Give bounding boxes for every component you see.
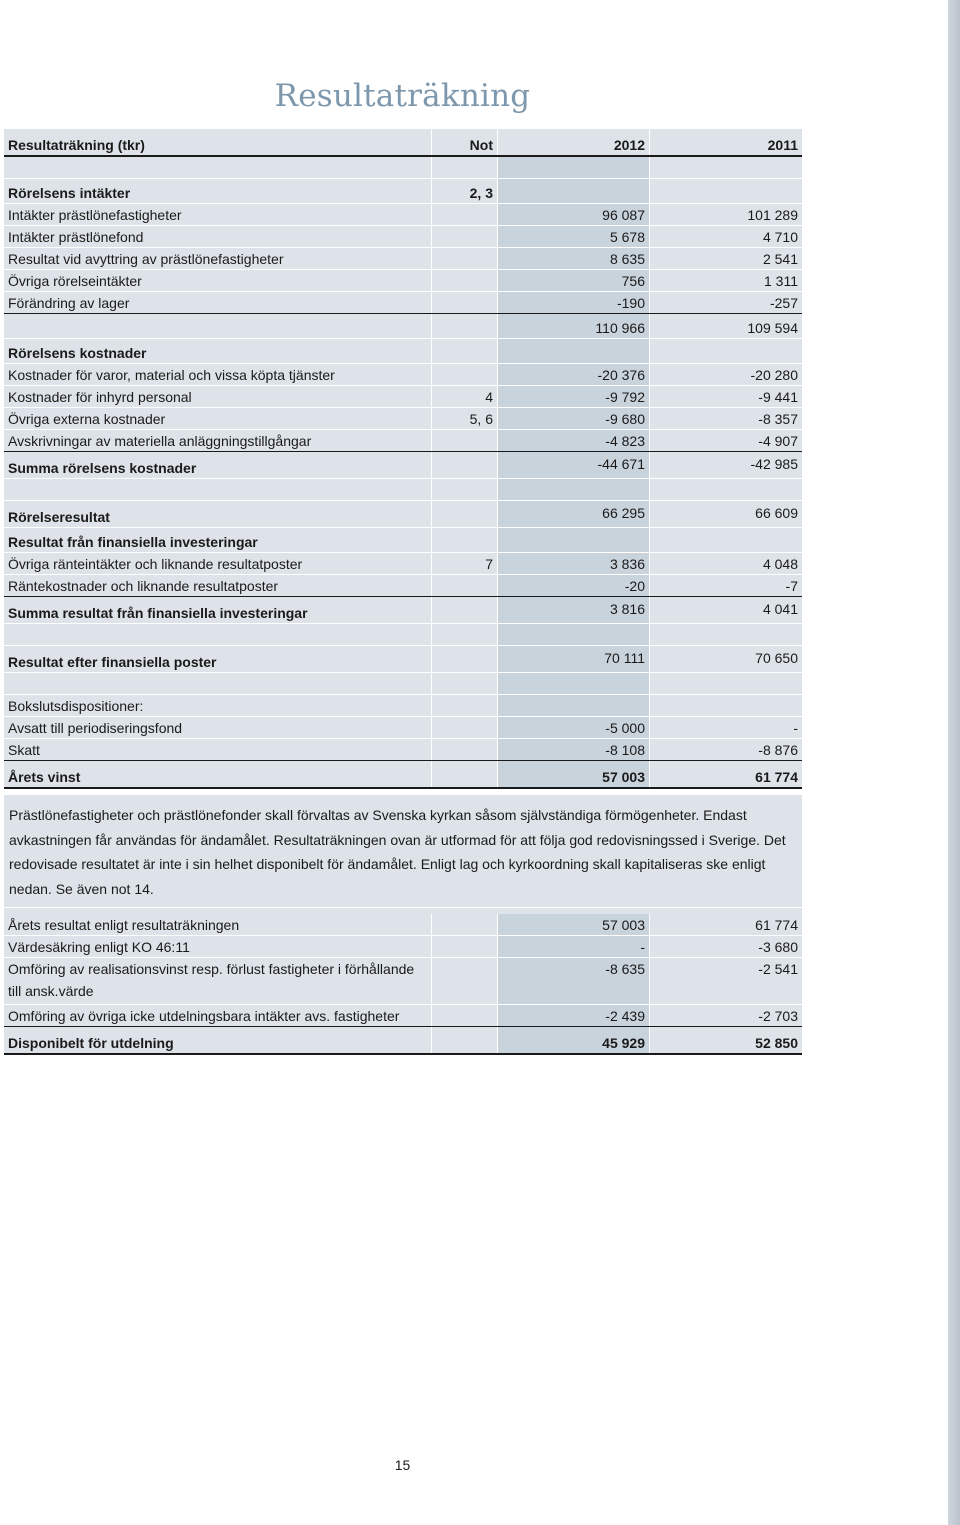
row-label: Övriga externa kostnader [4, 408, 432, 429]
row-label: Årets resultat enligt resultaträkningen [4, 914, 432, 935]
total-row [4, 1027, 802, 1055]
row-y2: 4 710 [762, 229, 798, 245]
row-y1: 5 678 [498, 226, 650, 247]
row-not [432, 761, 498, 787]
table-row [4, 553, 802, 575]
spacer-row [4, 624, 802, 646]
row-label: Räntekostnader och liknande resultatposter [4, 575, 432, 596]
table-row [4, 364, 802, 386]
row-label: Bokslutsdispositioner: [4, 695, 432, 716]
summary-row [4, 501, 802, 528]
row-y1: -2 439 [498, 1005, 650, 1026]
table-row [4, 248, 802, 270]
row-y2 [650, 339, 802, 363]
table-row [4, 958, 802, 1005]
table-row [4, 575, 802, 597]
row-not [432, 575, 498, 596]
table-row [4, 270, 802, 292]
row-y2: 52 850 [755, 1035, 798, 1051]
spacer-row [4, 479, 802, 501]
row-not [432, 695, 498, 716]
row-label: Intäkter prästlönefastigheter [4, 204, 432, 225]
row-y2: 61 774 [755, 917, 798, 933]
row-not [432, 339, 498, 363]
row-y2: 4 048 [762, 556, 798, 572]
row-label: Kostnader för varor, material och vissa köpta tjänster [4, 364, 432, 385]
row-y2: - [793, 720, 798, 736]
row-not [432, 501, 498, 527]
row-label: Resultat efter finansiella poster [4, 646, 432, 672]
row-y2: -9 441 [758, 389, 798, 405]
row-label: Avskrivningar av materiella anläggningstillgångar [4, 430, 432, 451]
table-row [4, 226, 802, 248]
row-y2: -2 703 [758, 1008, 798, 1024]
summary-row [4, 646, 802, 673]
table-row [4, 430, 802, 452]
row-y1: -8 108 [498, 739, 650, 760]
table-row [4, 408, 802, 430]
row-label: Disponibelt för utdelning [4, 1027, 432, 1053]
row-label: Intäkter prästlönefond [4, 226, 432, 247]
subtotal-row [4, 314, 802, 339]
row-y1: 70 111 [498, 646, 650, 672]
row-not [432, 739, 498, 760]
row-y1: 57 003 [498, 761, 650, 787]
row-y1: -9 680 [498, 408, 650, 429]
row-y2 [650, 179, 802, 203]
row-y2: 101 289 [747, 207, 798, 223]
row-y2: 1 311 [764, 273, 798, 289]
row-y1: 3 816 [498, 597, 650, 623]
row-y2 [650, 695, 802, 716]
row-label: Rörelsens intäkter [4, 179, 432, 203]
row-not [432, 452, 498, 478]
row-y2: -8 357 [758, 411, 798, 427]
row-y1: 57 003 [498, 914, 650, 935]
row-y1 [498, 339, 650, 363]
row-not [432, 226, 498, 247]
row-y2: 61 774 [755, 769, 798, 785]
row-y2: 4 041 [762, 601, 798, 617]
row-y2 [650, 528, 802, 552]
row-label: Rörelseresultat [4, 501, 432, 527]
table-row [4, 739, 802, 761]
row-y1: -44 671 [498, 452, 650, 478]
row-y2: -42 985 [750, 456, 798, 472]
page-number: 15 [394, 1457, 411, 1473]
row-not [432, 528, 498, 552]
row-y2: 109 594 [747, 320, 798, 336]
row-label: Årets vinst [4, 761, 432, 787]
row-label: Övriga rörelseintäkter [4, 270, 432, 291]
row-y1 [498, 695, 650, 716]
spacer-row [4, 157, 802, 179]
row-label: Skatt [4, 739, 432, 760]
table-row [4, 386, 802, 408]
row-label [4, 314, 432, 338]
row-y1: 66 295 [498, 501, 650, 527]
row-not [432, 204, 498, 225]
row-y1: 45 929 [498, 1027, 650, 1053]
header-label: Resultaträkning (tkr) [4, 129, 432, 155]
row-label: Kostnader för inhyrd personal [4, 386, 432, 407]
row-not: 4 [432, 386, 498, 407]
row-not [432, 597, 498, 623]
row-y1: -9 792 [498, 386, 650, 407]
table-row [4, 204, 802, 226]
row-y1: -4 823 [498, 430, 650, 451]
row-y2: -257 [769, 295, 798, 311]
spacer-row [4, 673, 802, 695]
page-title: Resultaträkning [274, 78, 531, 114]
row-y1: - [498, 936, 650, 957]
row-not [432, 364, 498, 385]
page-edge-band [948, 0, 960, 1525]
row-label: Förändring av lager [4, 292, 432, 313]
row-not [432, 292, 498, 313]
table-row [4, 914, 802, 936]
row-y2: 70 650 [755, 650, 798, 666]
table-row [4, 717, 802, 739]
row-label: Rörelsens kostnader [4, 339, 432, 363]
table-row [4, 339, 802, 364]
row-not [432, 270, 498, 291]
row-y2: 2 541 [762, 251, 798, 267]
row-label: Omföring av övriga icke utdelningsbara intäkter avs. fastigheter [4, 1005, 432, 1026]
row-y2: 66 609 [755, 505, 798, 521]
row-y1: 110 966 [498, 314, 650, 338]
row-label: Omföring av realisationsvinst resp. förlust fastigheter i förhållande till ansk.värde [4, 958, 432, 1004]
row-not: 5, 6 [432, 408, 498, 429]
summary-row [4, 597, 802, 624]
row-label: Summa resultat från finansiella investeringar [4, 597, 432, 623]
row-label: Summa rörelsens kostnader [4, 452, 432, 478]
table-header [4, 129, 802, 157]
header-year-2011: 2011 [767, 137, 798, 153]
table-row [4, 695, 802, 717]
explanatory-note: Prästlönefastigheter och prästlönefonder skall förvaltas av Svenska kyrkan såsom självständiga förmögenheter. Endast avkastningen får användas för ändamålet. Resultaträkningen ovan är utformad för att följa god redovisningssed i Sverige. Det redovisade resultatet är inte i sin helhet disponibelt för ändamålet. Enligt lag och kyrkoordning skall kapitaliseras ske enligt nedan. Se även not 14. [4, 795, 802, 908]
table-row [4, 528, 802, 553]
row-y2: -8 876 [758, 742, 798, 758]
header-not: Not [432, 129, 498, 155]
row-not [432, 646, 498, 672]
row-y2: -2 541 [758, 961, 798, 977]
row-not [432, 314, 498, 338]
income-statement-table [4, 129, 802, 1055]
row-y2: -7 [785, 578, 798, 594]
row-not [432, 430, 498, 451]
row-y2: -20 280 [750, 367, 798, 383]
row-y1: 8 635 [498, 248, 650, 269]
row-label: Resultat vid avyttring av prästlönefastigheter [4, 248, 432, 269]
row-label: Värdesäkring enligt KO 46:11 [4, 936, 432, 957]
row-y2: -4 907 [758, 433, 798, 449]
summary-row [4, 452, 802, 479]
row-not: 2, 3 [432, 179, 498, 203]
row-y1: -8 635 [498, 958, 650, 1004]
row-not: 7 [432, 553, 498, 574]
table-row [4, 179, 802, 204]
row-y1 [498, 179, 650, 203]
table-row [4, 936, 802, 958]
table-row [4, 1005, 802, 1027]
row-y1 [498, 528, 650, 552]
row-not [432, 248, 498, 269]
row-y1: -20 [498, 575, 650, 596]
row-y1: 96 087 [498, 204, 650, 225]
row-label: Resultat från finansiella investeringar [4, 528, 432, 552]
row-y2: -3 680 [758, 939, 798, 955]
row-y1: 3 836 [498, 553, 650, 574]
row-y1: -20 376 [498, 364, 650, 385]
row-y1: 756 [498, 270, 650, 291]
total-row [4, 761, 802, 789]
table-row [4, 292, 802, 314]
header-year-2012: 2012 [498, 129, 650, 155]
row-label: Avsatt till periodiseringsfond [4, 717, 432, 738]
row-y1: -5 000 [498, 717, 650, 738]
row-label: Övriga ränteintäkter och liknande resultatposter [4, 553, 432, 574]
row-not [432, 717, 498, 738]
row-y1: -190 [498, 292, 650, 313]
